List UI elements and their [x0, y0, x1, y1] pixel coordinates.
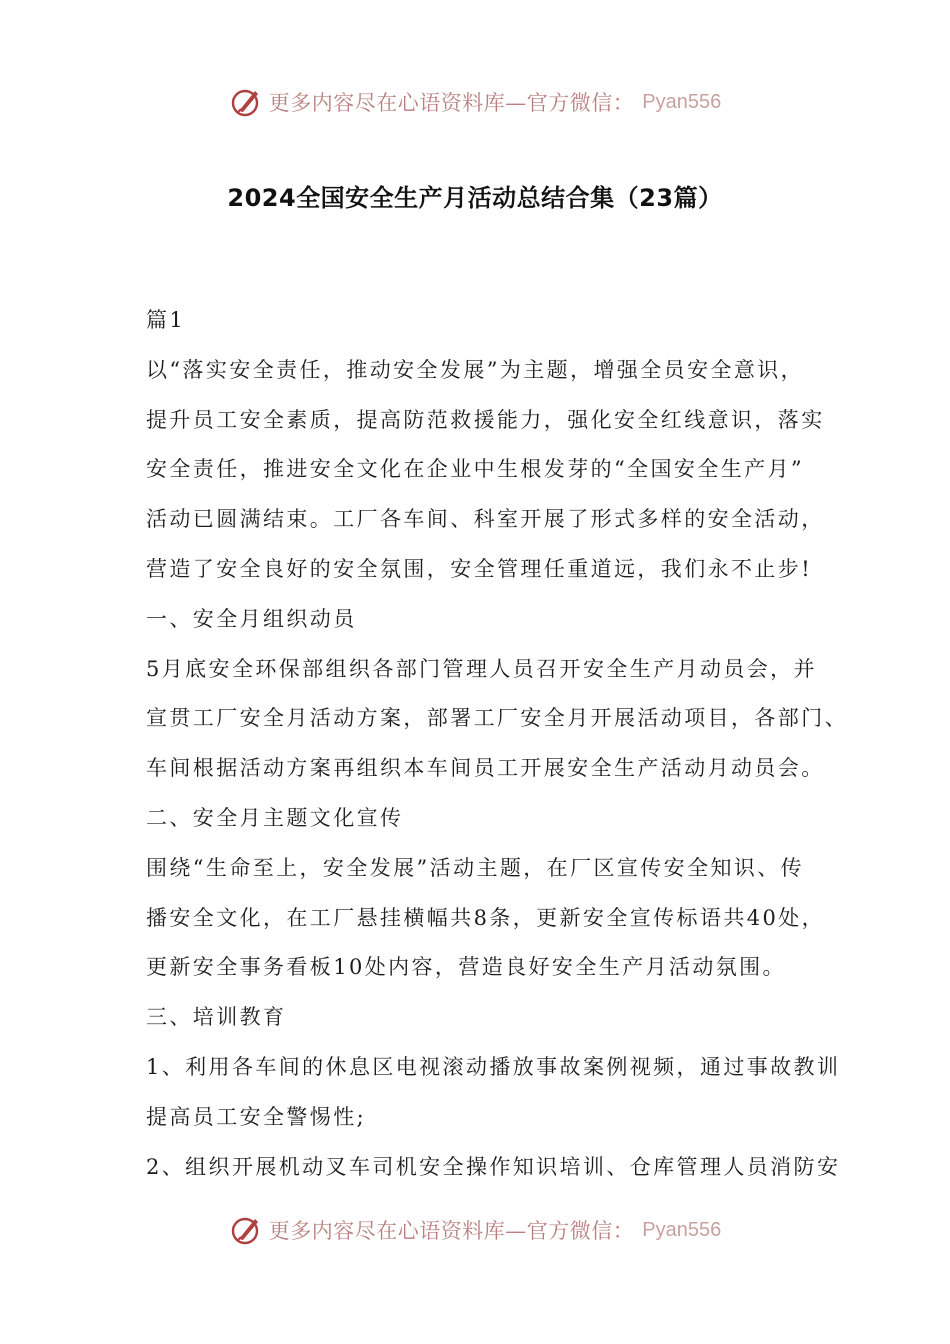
paragraph-line: 以“落实安全责任，推动安全发展”为主题，增强全员安全意识， — [146, 357, 805, 382]
section-label: 篇1 — [146, 308, 186, 332]
paragraph-line: 车间根据活动方案再组织本车间员工开展安全生产活动月动员会。 — [146, 756, 825, 781]
paragraph-line: 提升员工安全素质，提高防范救援能力，强化安全红线意识，落实 — [146, 407, 825, 432]
paragraph-line: 2、组织开展机动叉车司机安全操作知识培训、仓库管理人员消防安 — [146, 1154, 841, 1179]
header-watermark — [0, 80, 950, 124]
paragraph-line: 更新安全事务看板10处内容，营造良好安全生产月活动氛围。 — [146, 955, 786, 980]
quill-logo-icon — [229, 1213, 263, 1247]
paragraph-line: 安全责任，推进安全文化在企业中生根发芽的“全国安全生产月” — [146, 457, 805, 482]
paragraph-line: 围绕“生命至上，安全发展”活动主题，在厂区宣传安全知识、传 — [146, 855, 805, 880]
paragraph-line: 提高员工安全警惕性; — [146, 1104, 367, 1129]
watermark-text: 更多内容尽在心语资料库—官方微信： — [268, 91, 635, 115]
paragraph-line: 1、利用各车间的休息区电视滚动播放事故案例视频，通过事故教训 — [146, 1054, 841, 1079]
paragraph-line: 播安全文化，在工厂悬挂横幅共8条，更新安全宣传标语共40处， — [146, 905, 826, 930]
watermark-text: 更多内容尽在心语资料库—官方微信： — [268, 1219, 635, 1243]
document-body — [146, 296, 848, 1192]
footer-watermark — [0, 1208, 950, 1252]
paragraph-line: 宣贯工厂安全月活动方案，部署工厂安全月开展活动项目，各部门、 — [146, 706, 848, 731]
paragraph-line: 活动已圆满结束。工厂各车间、科室开展了形式多样的安全活动， — [146, 507, 825, 532]
paragraph-line: 5月底安全环保部组织各部门管理人员召开安全生产月动员会，并 — [146, 656, 817, 681]
quill-logo-icon — [229, 85, 263, 119]
section-heading: 一、安全月组织动员 — [146, 606, 357, 631]
wechat-id: Pyan556 — [642, 90, 722, 113]
wechat-id: Pyan556 — [642, 1218, 722, 1241]
section-heading: 三、培训教育 — [146, 1005, 287, 1030]
document-title: 2024全国安全生产月活动总结合集（23篇） — [227, 184, 723, 212]
paragraph-line: 营造了安全良好的安全氛围，安全管理任重道远，我们永不止步! — [146, 556, 813, 581]
section-heading: 二、安全月主题文化宣传 — [146, 805, 404, 830]
